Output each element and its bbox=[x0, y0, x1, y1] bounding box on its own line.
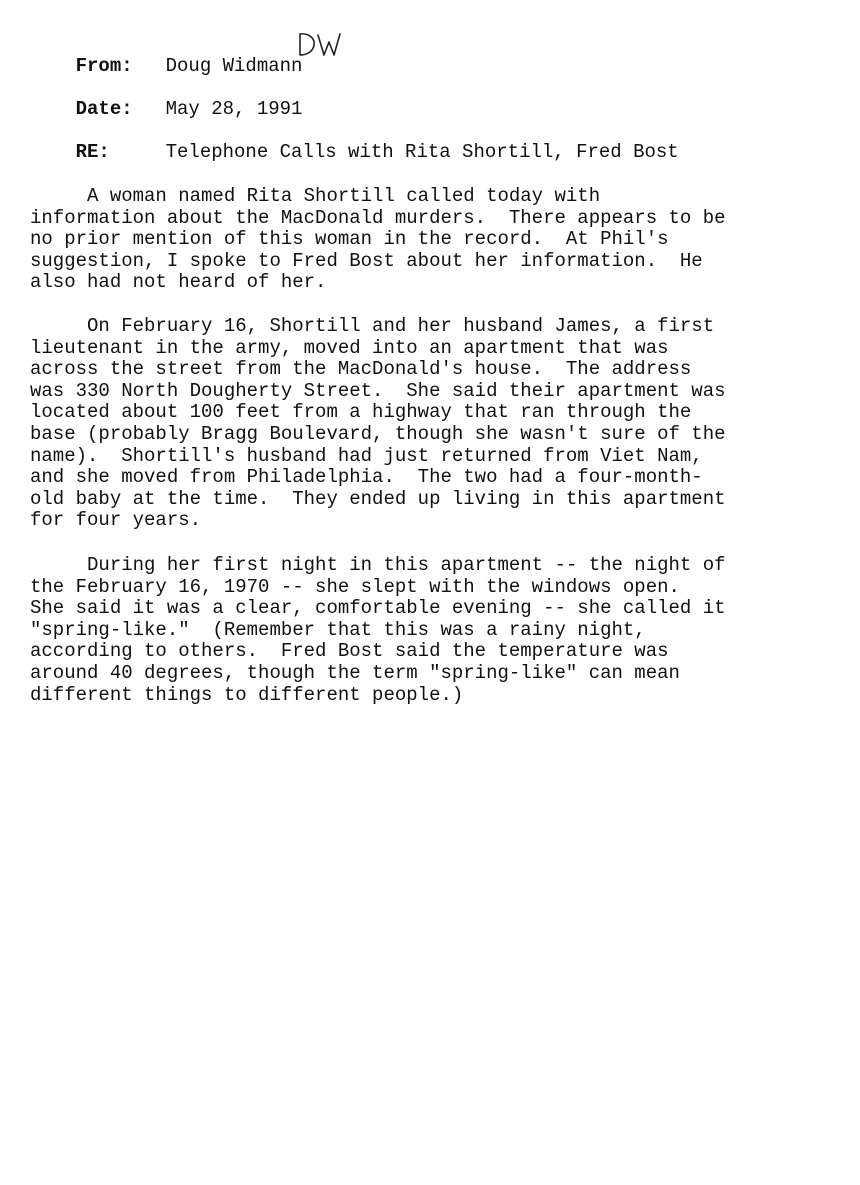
paragraph-line: She said it was a clear, comfortable evening -- she called it bbox=[30, 597, 726, 620]
paragraph-3 bbox=[30, 555, 840, 706]
paragraph-line: During her first night in this apartment -- the night of bbox=[30, 554, 726, 576]
re-value: Telephone Calls with Rita Shortill, Fred Bost bbox=[165, 141, 679, 163]
paragraph-line: for four years. bbox=[30, 509, 202, 532]
paragraph-line: and she moved from Philadelphia. The two had a four-month- bbox=[30, 466, 703, 489]
paragraph-line: old baby at the time. They ended up living in this apartment bbox=[30, 487, 726, 510]
re-row bbox=[30, 119, 679, 185]
date-value: May 28, 1991 bbox=[165, 98, 303, 120]
paragraph-line: lieutenant in the army, moved into an apartment that was bbox=[30, 336, 669, 359]
paragraph-line: around 40 degrees, though the term "spring-like" can mean bbox=[30, 661, 680, 684]
re-label: RE: bbox=[75, 141, 110, 163]
paragraph-line: different things to different people.) bbox=[30, 683, 464, 706]
paragraph-line: also had not heard of her. bbox=[30, 271, 327, 294]
paragraph-line: no prior mention of this woman in the record. At Phil's bbox=[30, 228, 669, 251]
from-label: From: bbox=[75, 55, 133, 77]
paragraph-2 bbox=[30, 316, 840, 532]
paragraph-line: suggestion, I spoke to Fred Bost about her information. He bbox=[30, 249, 703, 272]
from-value: Doug Widmann bbox=[165, 55, 303, 77]
paragraph-line: the February 16, 1970 -- she slept with the windows open. bbox=[30, 575, 680, 598]
paragraph-line: information about the MacDonald murders. There appears to be bbox=[30, 206, 726, 229]
paragraph-line: according to others. Fred Bost said the temperature was bbox=[30, 640, 669, 663]
date-label: Date: bbox=[75, 98, 133, 120]
paragraph-line: was 330 North Dougherty Street. She said their apartment was bbox=[30, 379, 726, 402]
paragraph-line: On February 16, Shortill and her husband James, a first bbox=[30, 315, 715, 337]
initials-signature-icon bbox=[296, 30, 344, 60]
paragraph-line: A woman named Rita Shortill called today with bbox=[30, 185, 601, 207]
paragraph-line: base (probably Bragg Boulevard, though she wasn't sure of the bbox=[30, 422, 726, 445]
handwritten-initials bbox=[296, 30, 344, 60]
paragraph-line: across the street from the MacDonald's house. The address bbox=[30, 358, 692, 381]
paragraph-1 bbox=[30, 186, 840, 294]
paragraph-line: name). Shortill's husband had just returned from Viet Nam, bbox=[30, 444, 703, 467]
paragraph-line: "spring-like." (Remember that this was a rainy night, bbox=[30, 618, 646, 641]
paragraph-line: located about 100 feet from a highway that ran through the bbox=[30, 401, 692, 424]
